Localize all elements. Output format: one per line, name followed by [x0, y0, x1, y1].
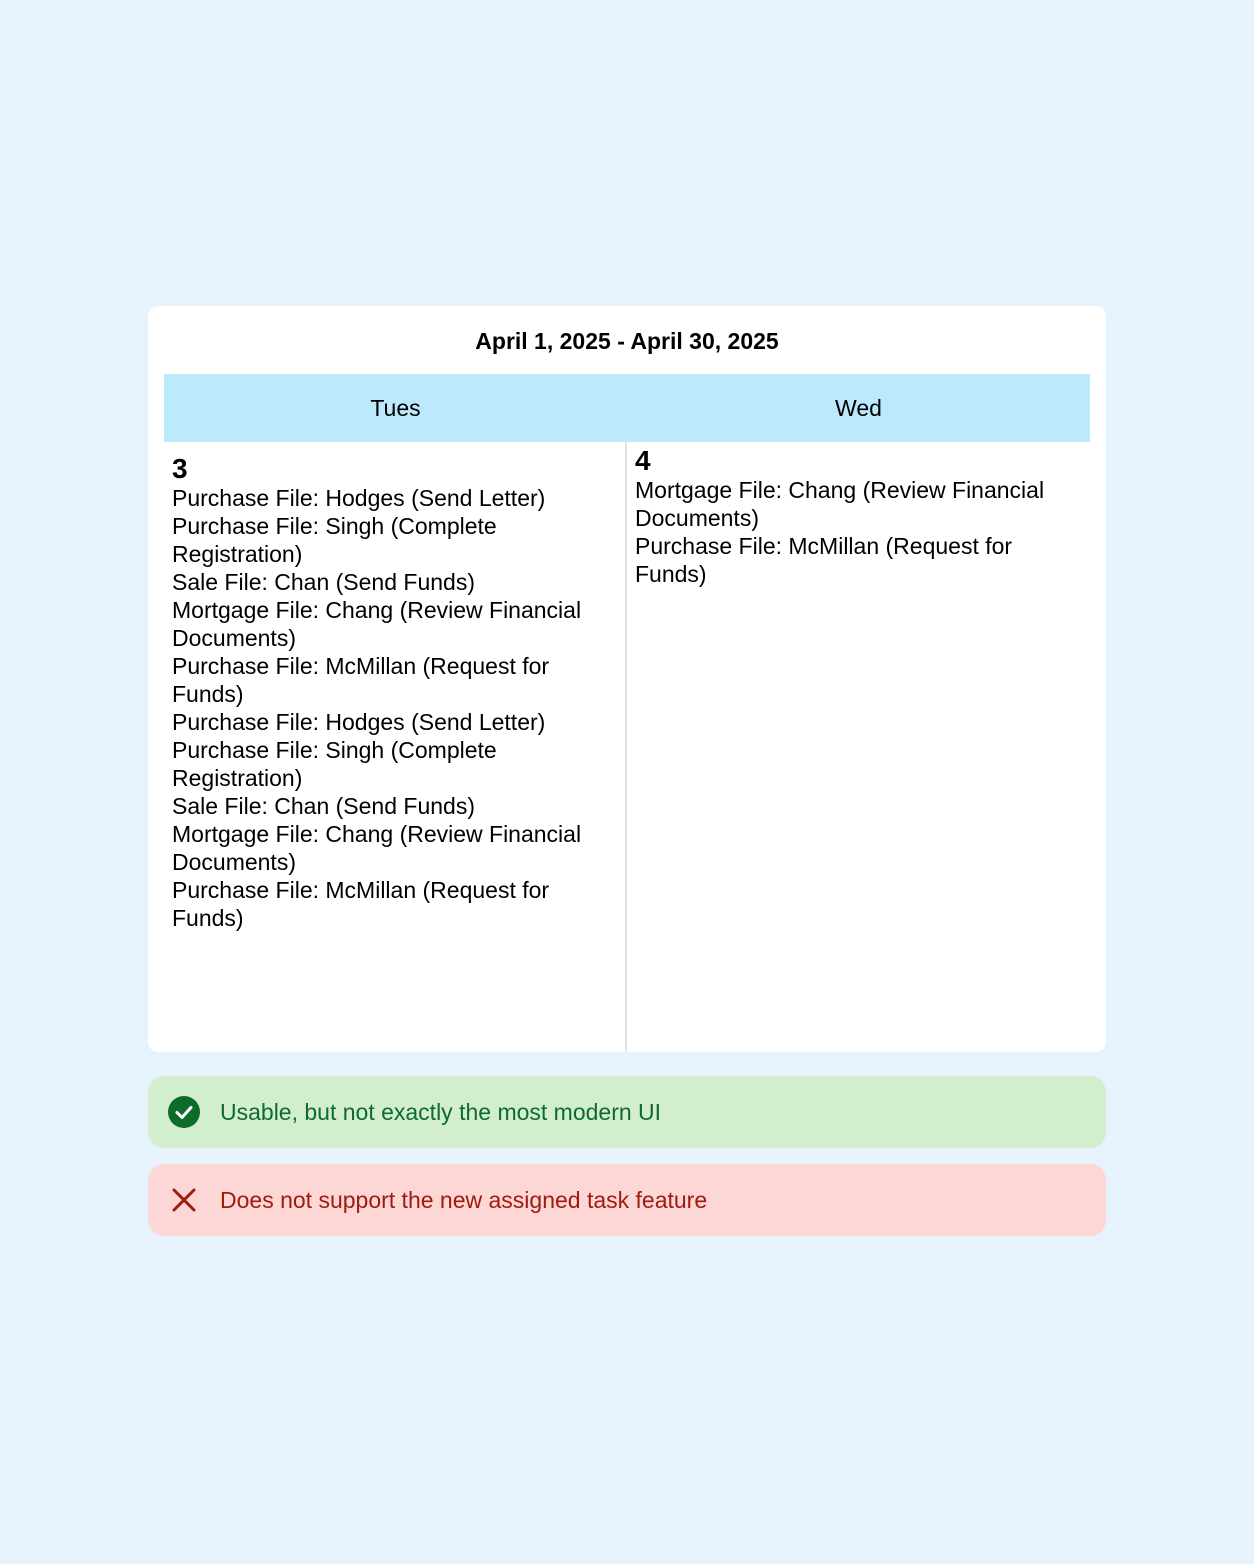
pro-note-text: Usable, but not exactly the most modern UI [220, 1098, 662, 1125]
calendar-event[interactable]: Purchase File: Singh (Complete Registration) [172, 513, 497, 567]
con-note-text: Does not support the new assigned task feature [220, 1186, 708, 1213]
calendar-event[interactable]: Mortgage File: Chang (Review Financial Documents) [172, 597, 582, 651]
day-number: 3 [172, 453, 188, 484]
calendar-event[interactable]: Purchase File: Hodges (Send Letter) [172, 709, 546, 735]
con-note [148, 1164, 1106, 1236]
calendar-event[interactable]: Sale File: Chan (Send Funds) [172, 793, 475, 819]
column-header-tues: Tues [370, 394, 421, 421]
calendar-event[interactable]: Mortgage File: Chang (Review Financial Documents) [635, 477, 1045, 531]
column-divider [625, 442, 627, 1052]
calendar-event[interactable]: Sale File: Chan (Send Funds) [172, 569, 475, 595]
calendar-event[interactable]: Mortgage File: Chang (Review Financial Documents) [172, 821, 582, 875]
date-range-title: April 1, 2025 - April 30, 2025 [475, 328, 779, 354]
day-number: 4 [635, 445, 651, 476]
day-cell-4[interactable] [635, 446, 1075, 588]
column-header-wed: Wed [835, 394, 882, 421]
check-circle-icon [168, 1096, 200, 1128]
day-cell-3[interactable] [172, 454, 612, 932]
calendar-header-row [164, 374, 1090, 442]
pro-note [148, 1076, 1106, 1148]
calendar-event[interactable]: Purchase File: Hodges (Send Letter) [172, 485, 546, 511]
x-icon [168, 1184, 200, 1216]
calendar-event[interactable]: Purchase File: McMillan (Request for Funds) [172, 653, 550, 707]
calendar-event[interactable]: Purchase File: McMillan (Request for Funds) [635, 533, 1013, 587]
calendar-event[interactable]: Purchase File: McMillan (Request for Funds) [172, 877, 550, 931]
calendar-event[interactable]: Purchase File: Singh (Complete Registration) [172, 737, 497, 791]
